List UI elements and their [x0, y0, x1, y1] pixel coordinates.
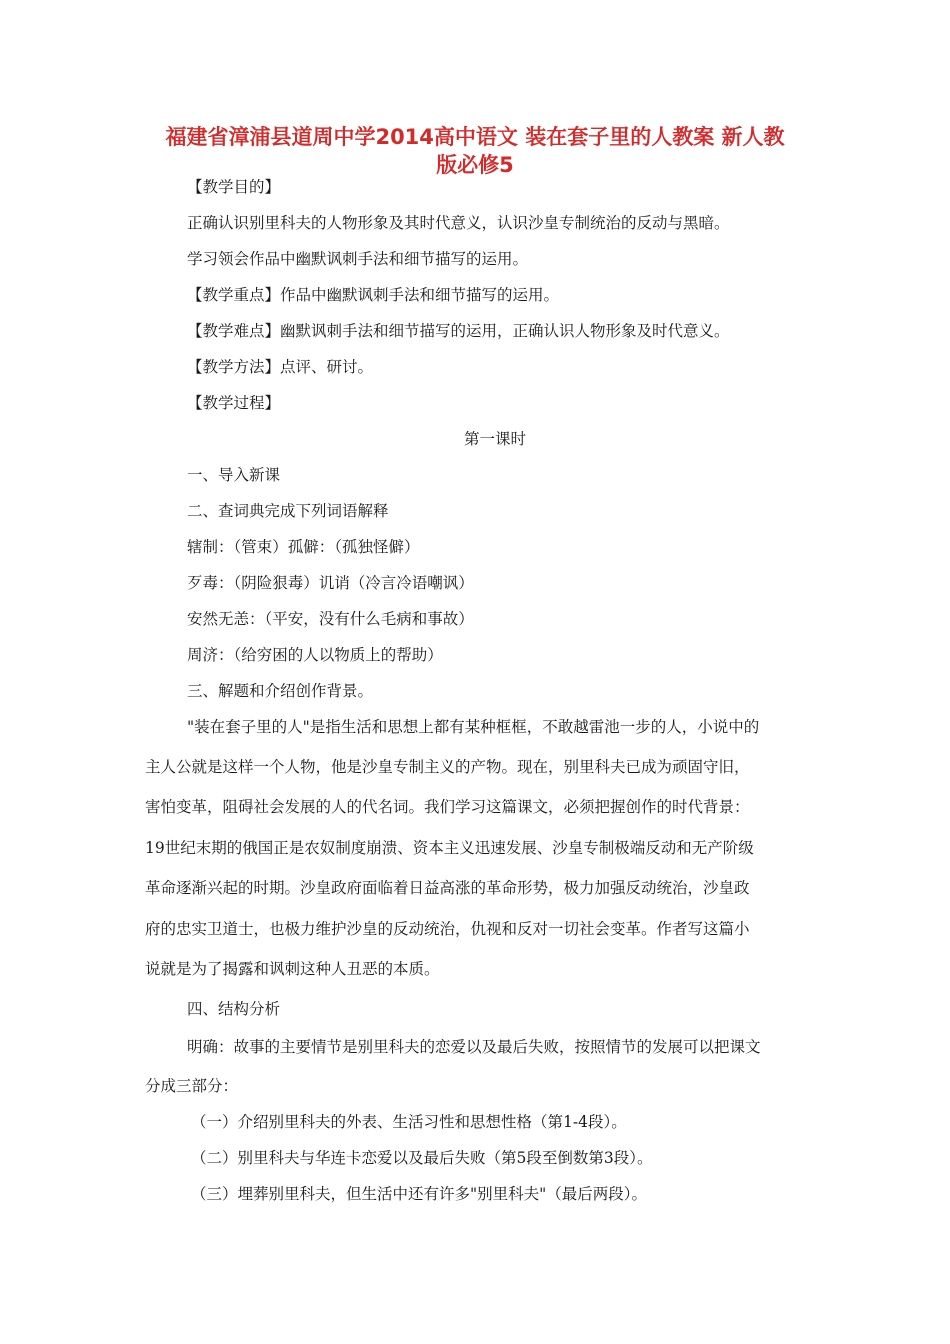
objective-item: 学习领会作品中幽默讽刺手法和细节描写的运用。 — [187, 250, 529, 268]
lesson-title: 第一课时 — [463, 430, 526, 448]
difficulty: 【教学难点】幽默讽刺手法和细节描写的运用，正确认识人物形象及时代意义。 — [187, 322, 730, 340]
title-line-2: 版必修5 — [436, 153, 514, 177]
structure-part: （二）别里科夫与华连卡恋爱以及最后失败（第5段至倒数第3段）。 — [191, 1149, 653, 1167]
step-heading: 二、查词典完成下列词语解释 — [187, 502, 389, 520]
background-line: 害怕变革，阻碍社会发展的人的代名词。我们学习这篇课文，必须把握创作的时代背景： — [145, 798, 750, 816]
vocab-item: 辖制：（管束）孤僻：（孤独怪僻） — [187, 538, 420, 556]
step-heading: 一、导入新课 — [187, 466, 281, 484]
objectives-heading: 【教学目的】 — [187, 178, 281, 196]
step-heading: 三、解题和介绍创作背景。 — [187, 682, 374, 700]
background-line: 19世纪末期的俄国正是农奴制度崩溃、资本主义迅速发展、沙皇专制极端反动和无产阶级 — [145, 839, 754, 857]
background-line: 革命逐渐兴起的时期。沙皇政府面临着日益高涨的革命形势，极力加强反动统治，沙皇政 — [145, 879, 750, 897]
background-line: 主人公就是这样一个人物，他是沙皇专制主义的产物。现在，别里科夫已成为顽固守旧， — [145, 758, 750, 776]
key-point: 【教学重点】作品中幽默讽刺手法和细节描写的运用。 — [187, 286, 560, 304]
teaching-method: 【教学方法】点评、研讨。 — [187, 358, 374, 376]
analysis-line: 明确：故事的主要情节是别里科夫的恋爱以及最后失败，按照情节的发展可以把课文 — [187, 1038, 761, 1056]
structure-part: （三）埋葬别里科夫，但生活中还有许多"别里科夫"（最后两段）。 — [191, 1185, 648, 1203]
vocab-item: 歹毒：（阴险狠毒）讥诮（冷言冷语嘲讽） — [187, 574, 474, 592]
vocab-item: 安然无恙：（平安，没有什么毛病和事故） — [187, 610, 474, 628]
background-line: 府的忠实卫道士，也极力维护沙皇的反动统治，仇视和反对一切社会变革。作者写这篇小 — [145, 920, 750, 938]
document-title — [140, 123, 810, 179]
vocab-item: 周济：（给穷困的人以物质上的帮助） — [187, 646, 443, 664]
objective-item: 正确认识别里科夫的人物形象及其时代意义，认识沙皇专制统治的反动与黑暗。 — [187, 214, 730, 232]
background-line: "装在套子里的人"是指生活和思想上都有某种框框，不敢越雷池一步的人，小说中的 — [187, 718, 760, 736]
background-line: 说就是为了揭露和讽刺这种人丑恶的本质。 — [145, 960, 440, 978]
title-line-1: 福建省漳浦县道周中学2014高中语文 装在套子里的人教案 新人教 — [165, 125, 785, 149]
structure-part: （一）介绍别里科夫的外表、生活习性和思想性格（第1-4段）。 — [191, 1113, 627, 1131]
analysis-line: 分成三部分： — [145, 1077, 239, 1095]
process-heading: 【教学过程】 — [187, 394, 281, 412]
step-heading: 四、结构分析 — [187, 1000, 281, 1018]
